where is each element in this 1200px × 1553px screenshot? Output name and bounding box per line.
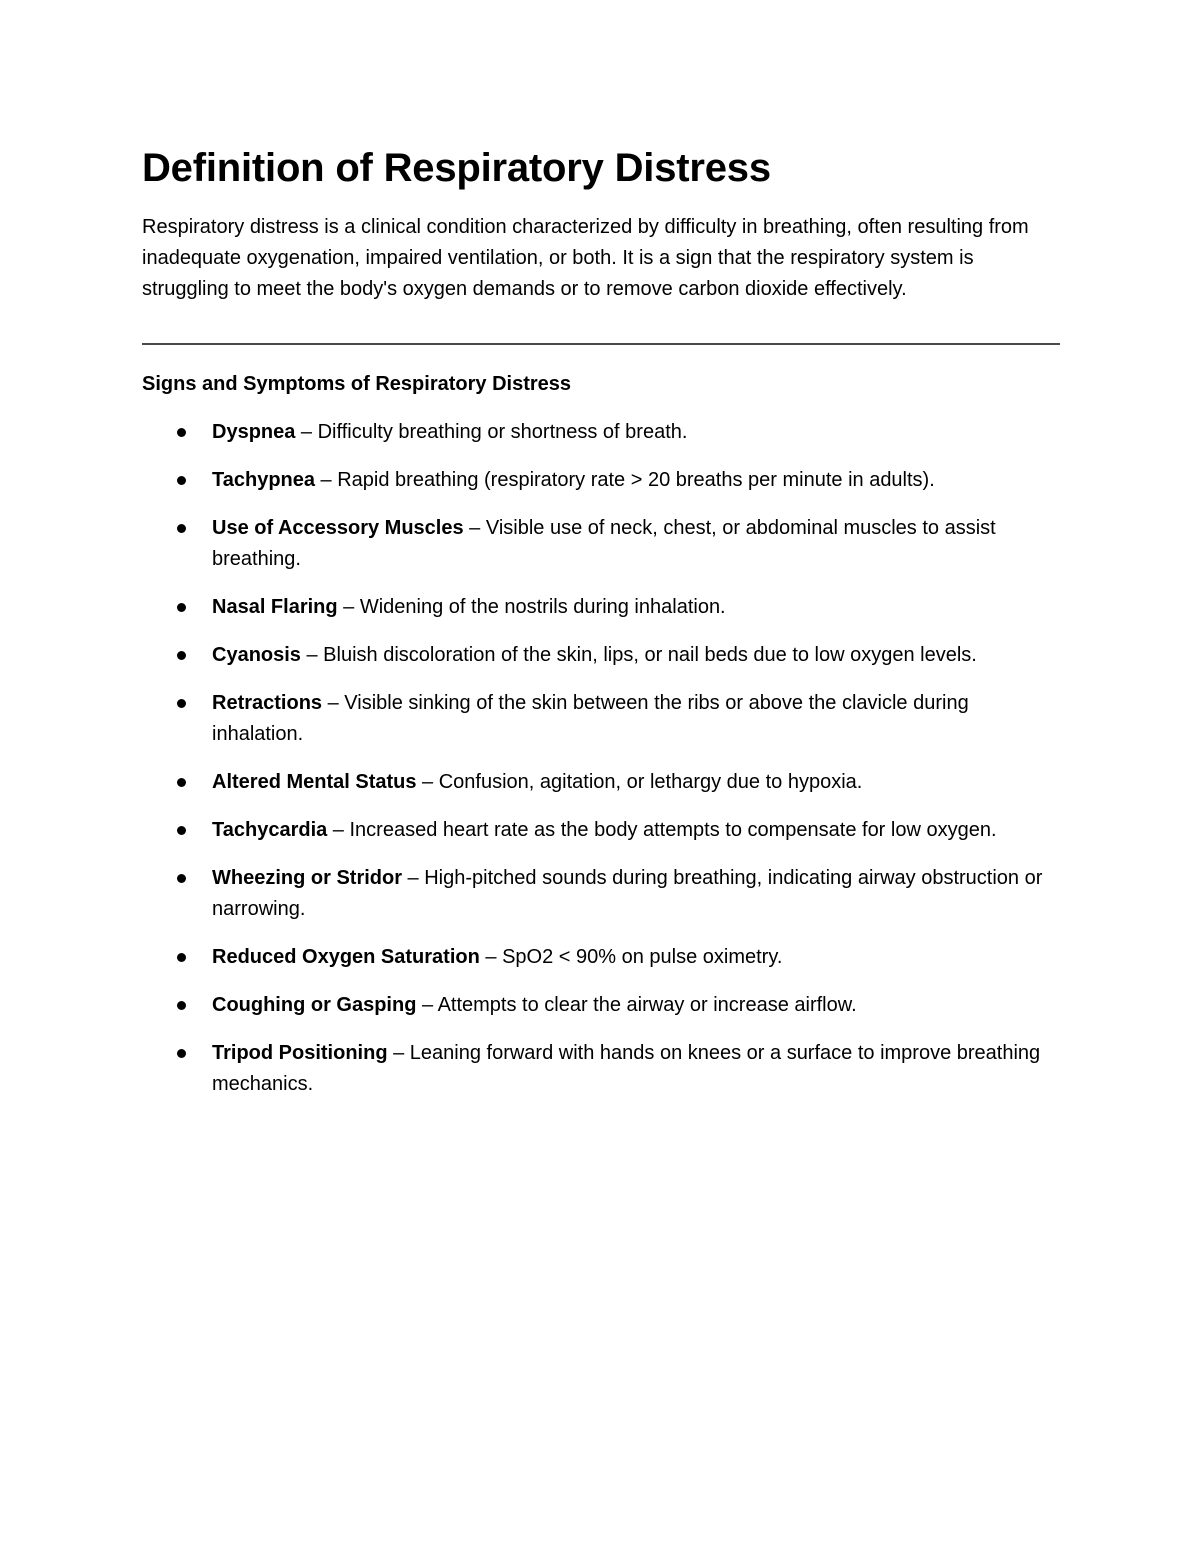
- horizontal-divider: [142, 343, 1060, 345]
- symptom-term: Tripod Positioning: [212, 1042, 388, 1064]
- list-item: [142, 863, 1047, 925]
- list-item: [142, 942, 1047, 973]
- list-item: [142, 1038, 1047, 1100]
- list-item: [142, 688, 1047, 750]
- symptom-description: – Rapid breathing (respiratory rate > 20 breaths per minute in adults).: [315, 469, 935, 491]
- symptom-description: – Attempts to clear the airway or increase airflow.: [416, 994, 857, 1016]
- symptom-term: Coughing or Gasping: [212, 994, 417, 1016]
- list-item: [142, 990, 1047, 1021]
- list-item: [142, 592, 1047, 623]
- symptom-description: – Widening of the nostrils during inhalation.: [337, 596, 726, 618]
- symptom-term: Cyanosis: [212, 644, 301, 666]
- symptom-description: – SpO2 < 90% on pulse oximetry.: [479, 946, 783, 968]
- symptom-description: – Visible sinking of the skin between the ribs or above the clavicle during inhalation.: [212, 692, 969, 745]
- bullet-icon: [177, 826, 186, 835]
- page-title: Definition of Respiratory Distress: [142, 146, 771, 190]
- bullet-icon: [177, 953, 186, 962]
- bullet-icon: [177, 699, 186, 708]
- symptom-term: Nasal Flaring: [212, 596, 338, 618]
- section-heading: Signs and Symptoms of Respiratory Distress: [142, 373, 572, 395]
- intro-paragraph: Respiratory distress is a clinical condition characterized by difficulty in breathing, often resulting from inadequate oxygenation, impaired ventilation, or both. It is a sign that the respiratory system is struggling to meet the body's oxygen demands or to remove carbon dioxide effectively.: [142, 216, 1029, 300]
- list-item: [142, 640, 1047, 671]
- symptom-term: Tachycardia: [212, 819, 328, 841]
- list-item: [142, 815, 1047, 846]
- symptom-description: – Leaning forward with hands on knees or a surface to improve breathing mechanics.: [212, 1042, 1041, 1095]
- symptom-description: – Difficulty breathing or shortness of breath.: [295, 421, 688, 443]
- bullet-icon: [177, 428, 186, 437]
- symptom-term: Wheezing or Stridor: [212, 867, 402, 889]
- bullet-icon: [177, 476, 186, 485]
- symptom-description: – Increased heart rate as the body attempts to compensate for low oxygen.: [327, 819, 997, 841]
- list-item: [142, 513, 1047, 575]
- bullet-icon: [177, 603, 186, 612]
- bullet-icon: [177, 1049, 186, 1058]
- bullet-icon: [177, 1001, 186, 1010]
- symptom-term: Use of Accessory Muscles: [212, 517, 464, 539]
- symptom-description: – Confusion, agitation, or lethargy due to hypoxia.: [416, 771, 863, 793]
- document-page: [142, 140, 1060, 1117]
- symptom-term: Dyspnea: [212, 421, 296, 443]
- bullet-icon: [177, 651, 186, 660]
- list-item: [142, 767, 1047, 798]
- symptom-term: Reduced Oxygen Saturation: [212, 946, 480, 968]
- symptom-term: Retractions: [212, 692, 323, 714]
- symptom-description: – Bluish discoloration of the skin, lips, or nail beds due to low oxygen levels.: [300, 644, 977, 666]
- bullet-icon: [177, 874, 186, 883]
- symptom-list: [142, 417, 1060, 1100]
- bullet-icon: [177, 524, 186, 533]
- list-item: [142, 465, 1047, 496]
- symptom-term: Altered Mental Status: [212, 771, 417, 793]
- symptom-term: Tachypnea: [212, 469, 315, 491]
- symptom-description: – High-pitched sounds during breathing, indicating airway obstruction or narrowing.: [212, 867, 1043, 920]
- symptom-description: – Visible use of neck, chest, or abdominal muscles to assist breathing.: [212, 517, 996, 570]
- list-item: [142, 417, 1047, 448]
- bullet-icon: [177, 778, 186, 787]
